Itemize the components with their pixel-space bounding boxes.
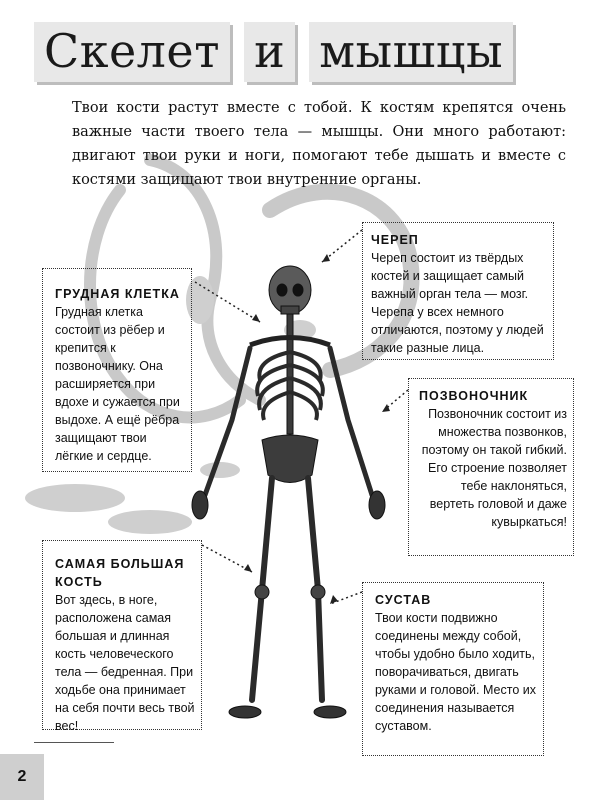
callout-skull-text: Череп состоит из твёрдых костей и защищает самый важный орган тела — мозг. Черепа у всех немного отличаются, поэтому у людей такие разные лица.	[371, 251, 544, 355]
pointer-chest	[195, 282, 260, 322]
page-title	[34, 22, 513, 82]
title-word-1: Скелет	[34, 22, 230, 82]
callout-chest	[42, 268, 192, 472]
callout-chest-text: Грудная клетка состоит из рёбер и крепится к позвоночнику. Она расширяется при вдохе и сужается при выдохе. А ещё рёбра защищают твои лёгкие и сердце.	[55, 305, 180, 463]
callout-spine-heading: ПОЗВОНОЧНИК	[419, 389, 529, 403]
callout-joint-heading: СУСТАВ	[375, 593, 432, 607]
callout-biggest-bone	[42, 540, 202, 733]
callout-bone-heading: САМАЯ БОЛЬШАЯ КОСТЬ	[55, 557, 185, 589]
callout-chest-heading: ГРУДНАЯ КЛЕТКА	[55, 287, 180, 301]
page-number-rule	[34, 742, 114, 757]
callout-joint-text: Твои кости подвижно соединены между собой, чтобы удобно было ходить, поворачиваться, двигать руками и головой. Место их соединения называется суставом.	[375, 611, 536, 733]
intro-paragraph: Твои кости растут вместе с тобой. К костям крепятся очень важные части твоего тела — мышцы. Они много работают: двигают твои руки и ноги, помогают тебе дышать и вместе с костями защищают твои внутренние органы.	[72, 100, 566, 188]
callout-bone-text: Вот здесь, в ноге, расположена самая большая и длинная кость человеческого тела — бедренная. При ходьбе она принимает на себя почти весь твой вес!	[55, 593, 195, 733]
pointer-bone	[202, 545, 252, 572]
title-word-2: и	[244, 22, 295, 82]
callout-joint	[362, 582, 544, 756]
title-word-3: мышцы	[309, 22, 513, 82]
callout-skull-heading: ЧЕРЕП	[371, 233, 419, 247]
callout-spine-text: Позвоночник состоит из множества позвонков, поэтому он такой гибкий. Его строение позволяет тебе наклоняться, вертеть головой и даже кувыркаться!	[421, 407, 567, 529]
callout-skull	[362, 222, 554, 360]
callout-spine	[408, 378, 574, 556]
page-number: 2	[0, 754, 44, 800]
